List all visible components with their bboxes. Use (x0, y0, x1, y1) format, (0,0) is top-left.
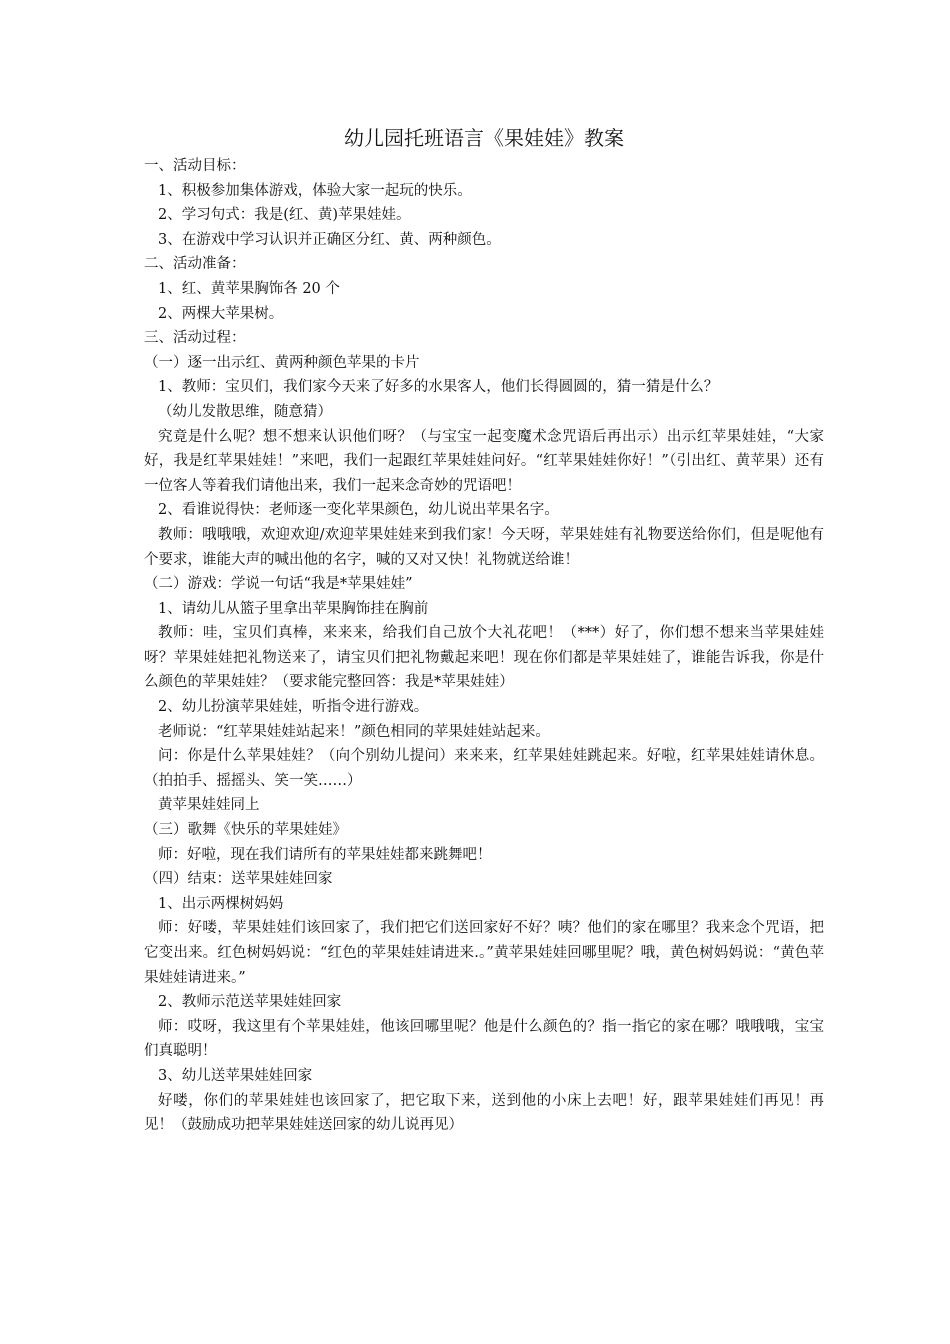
body-paragraph: 师：好喽，苹果娃娃们该回家了，我们把它们送回家好不好？咦？他们的家在哪里？我来念个咒语，把它变出来。红色树妈妈说：“红色的苹果娃娃请进来.。”黄苹果娃娃回哪里呢？哦，黄色树妈妈说：“黄色苹果娃娃请进来。” (144, 920, 824, 986)
body-line: 1、红、黄苹果胸饰各 20 个 (158, 280, 340, 297)
body-line: 师：好啦，现在我们请所有的苹果娃娃都来跳舞吧！ (158, 846, 492, 863)
body-paragraph: 好喽，你们的苹果娃娃也该回家了，把它取下来，送到他的小床上去吧！好，跟苹果娃娃们再见！再见！（鼓励成功把苹果娃娃送回家的幼儿说再见） (144, 1092, 824, 1134)
body-line: 2、看谁说得快：老师逐一变化苹果颜色，幼儿说出苹果名字。 (158, 502, 559, 519)
body-line: （一）逐一出示红、黄两种颜色苹果的卡片 (144, 354, 420, 371)
body-paragraph: 教师：哦哦哦，欢迎欢迎/欢迎苹果娃娃来到我们家！今天呀，苹果娃娃有礼物要送给你们，但是呢他有个要求，谁能大声的喊出他的名字，喊的又对又快！礼物就送给谁！ (144, 526, 824, 568)
body-line: （幼儿发散思维，随意猜） (158, 403, 332, 420)
body-paragraph: 究竟是什么呢？想不想来认识他们呀？（与宝宝一起变魔术念咒语后再出示）出示红苹果娃娃，“大家好，我是红苹果娃娃！”来吧，我们一起跟红苹果娃娃问好。“红苹果娃娃你好！”（引出红、黄苹果）还有一位客人等着我们请他出来，我们一起来念奇妙的咒语吧！ (144, 428, 824, 494)
body-line: （四）结束：送苹果娃娃回家 (144, 871, 333, 888)
document-page (144, 124, 824, 1138)
body-line: 三、活动过程： (144, 330, 246, 347)
body-line: 1、出示两棵树妈妈 (158, 895, 284, 912)
body-line: 3、在游戏中学习认识并正确区分红、黄、两种颜色。 (158, 231, 501, 248)
body-line: 2、幼儿扮演苹果娃娃，听指令进行游戏。 (158, 699, 429, 716)
body-line: 1、教师：宝贝们，我们家今天来了好多的水果客人，他们长得圆圆的，猜一猜是什么？ (158, 379, 719, 396)
body-line: 1、请幼儿从篮子里拿出苹果胸饰挂在胸前 (158, 600, 429, 617)
body-line: 1、积极参加集体游戏，体验大家一起玩的快乐。 (158, 182, 472, 199)
body-line: 二、活动准备： (144, 256, 246, 273)
body-paragraph: 师：哎呀，我这里有个苹果娃娃，他该回哪里呢？他是什么颜色的？指一指它的家在哪？哦哦哦，宝宝们真聪明！ (144, 1018, 824, 1060)
body-paragraph: 问：你是什么苹果娃娃？（向个别幼儿提问）来来来，红苹果娃娃跳起来。好啦，红苹果娃娃请休息。（拍拍手、摇摇头、笑一笑……） (144, 748, 824, 789)
body-paragraph: 教师：哇，宝贝们真棒，来来来，给我们自己放个大礼花吧！（***）好了，你们想不想来当苹果娃娃呀？苹果娃娃把礼物送来了，请宝贝们把礼物戴起来吧！现在你们都是苹果娃娃了，谁能告诉我，你是什么颜色的苹果娃娃？（要求能完整回答：我是*苹果娃娃） (144, 625, 824, 691)
body-line: 2、学习句式：我是(红、黄)苹果娃娃。 (158, 207, 411, 224)
document-body (144, 154, 824, 1138)
document-title: 幼儿园托班语言《果娃娃》教案 (344, 126, 624, 150)
body-line: 黄苹果娃娃同上 (158, 797, 260, 814)
body-line: （三）歌舞《快乐的苹果娃娃》 (144, 822, 347, 839)
body-line: 3、幼儿送苹果娃娃回家 (158, 1067, 313, 1084)
body-line: 老师说：“红苹果娃娃站起来！”颜色相同的苹果娃娃站起来。 (158, 723, 550, 740)
body-line: 2、两棵大苹果树。 (158, 305, 284, 322)
body-line: （二）游戏：学说一句话“我是*苹果娃娃” (144, 576, 413, 593)
body-line: 2、教师示范送苹果娃娃回家 (158, 994, 342, 1011)
body-line: 一、活动目标： (144, 158, 246, 174)
